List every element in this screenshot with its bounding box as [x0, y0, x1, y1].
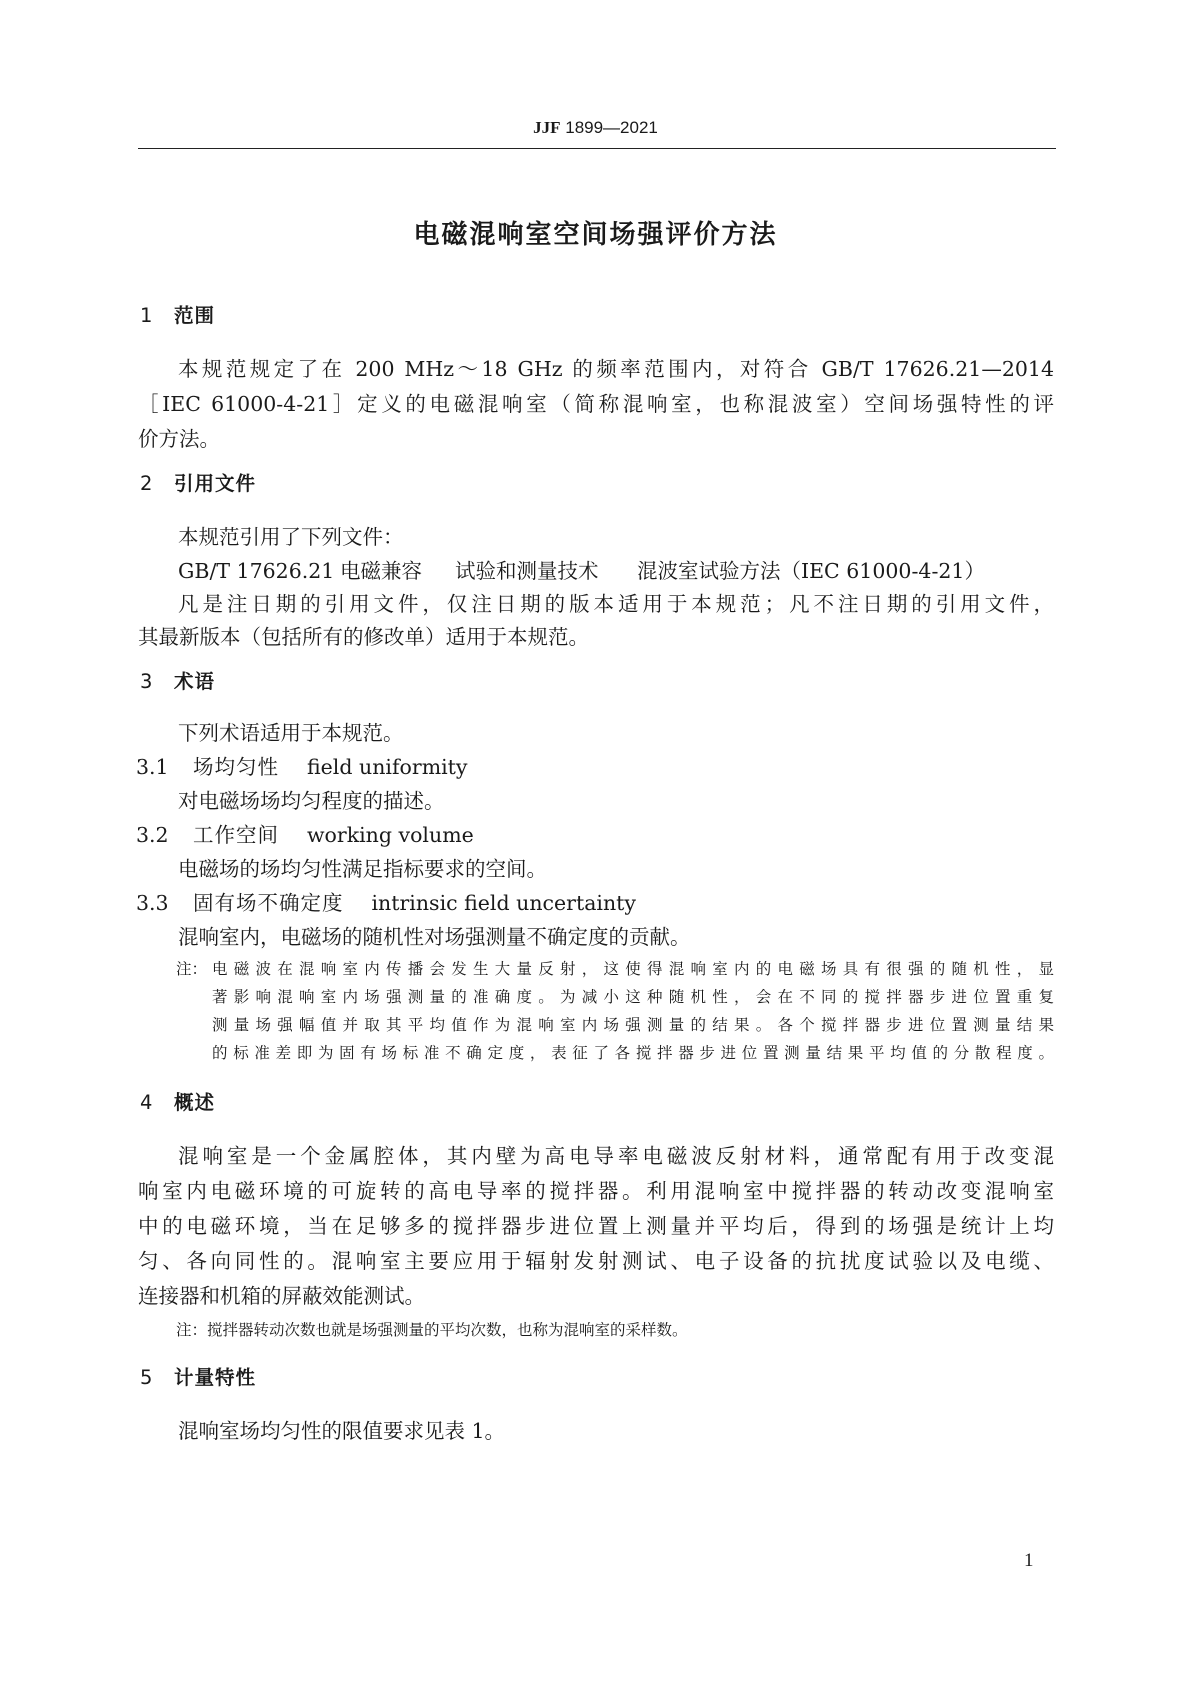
paragraph-line: 下列术语适用于本规范。 — [178, 721, 404, 745]
note-line: 测量场强幅值并取其平均值作为混响室内场强测量的结果。各个搅拌器步进位置测量结果 — [212, 1016, 1054, 1034]
term-english: intrinsic field uncertainty — [371, 891, 636, 915]
reference-code: GB/T 17626.21 — [178, 559, 335, 583]
paragraph-line: 价方法。 — [138, 427, 220, 451]
paragraph-line: 中的电磁环境，当在足够多的搅拌器步进位置上测量并平均后，得到的场强是统计上均 — [138, 1214, 1054, 1238]
term-definition: 电磁场的场均匀性满足指标要求的空间。 — [178, 857, 547, 881]
paragraph-line: 匀、各向同性的。混响室主要应用于辐射发射测试、电子设备的抗扰度试验以及电缆、 — [138, 1249, 1054, 1273]
term-english: working volume — [307, 823, 474, 847]
term-entry — [136, 818, 474, 848]
page-number: 1 — [1024, 1550, 1034, 1571]
paragraph-line: 连接器和机箱的屏蔽效能测试。 — [138, 1284, 425, 1308]
note-line: 的标准差即为固有场标准不确定度，表征了各搅拌器步进位置测量结果平均值的分散程度。 — [212, 1044, 1054, 1062]
section-label: 计量特性 — [174, 1366, 257, 1389]
reference-title-part: 混波室试验方法（IEC 61000-4-21） — [637, 559, 985, 583]
term-english: field uniformity — [307, 755, 468, 779]
term-definition: 混响室内，电磁场的随机性对场强测量不确定度的贡献。 — [178, 925, 691, 949]
paragraph-line: 本规范引用了下列文件： — [178, 525, 404, 549]
paragraph-line: 凡是注日期的引用文件，仅注日期的版本适用于本规范；凡不注日期的引用文件， — [178, 592, 1054, 616]
section-number: 3 — [140, 670, 153, 693]
paragraph-line: ［IEC 61000-4-21］定义的电磁混响室（简称混响室，也称混波室）空间场强特性的评 — [138, 392, 1054, 416]
note-prefix: 注： — [176, 960, 208, 978]
standard-prefix: JJF — [533, 118, 561, 137]
section-label: 范围 — [174, 304, 216, 327]
page-title: 电磁混响室空间场强评价方法 — [413, 220, 778, 250]
term-chinese: 固有场不确定度 — [193, 891, 344, 915]
section-heading-3 — [140, 666, 215, 694]
note-line: 著影响混响室内场强测量的准确度。为减小这种随机性，会在不同的搅拌器步进位置重复 — [212, 988, 1054, 1006]
note-line: 注：搅拌器转动次数也就是场强测量的平均次数，也称为混响室的采样数。 — [176, 1321, 688, 1339]
term-entry — [136, 750, 468, 780]
reference-title-part: 电磁兼容 — [340, 559, 422, 583]
paragraph-line: 本规范规定了在 200 MHz～18 GHz 的频率范围内，对符合 GB/T 17626.21—2014 — [178, 357, 1054, 381]
document-header — [0, 118, 1191, 138]
term-entry — [136, 886, 636, 916]
section-number: 2 — [140, 472, 153, 495]
paragraph-line: 混响室场均匀性的限值要求见表 1。 — [178, 1419, 506, 1443]
paragraph-line: 其最新版本（包括所有的修改单）适用于本规范。 — [138, 625, 589, 649]
paragraph-line: 响室内电磁环境的可旋转的高电导率的搅拌器。利用混响室中搅拌器的转动改变混响室 — [138, 1179, 1054, 1203]
section-number: 5 — [140, 1366, 153, 1389]
reference-title-part: 试验和测量技术 — [455, 559, 599, 583]
reference-document — [178, 554, 985, 584]
section-heading-5 — [140, 1362, 256, 1390]
term-number: 3.3 — [136, 891, 169, 915]
term-number: 3.1 — [136, 755, 169, 779]
section-label: 引用文件 — [174, 472, 257, 495]
section-number: 1 — [140, 304, 153, 327]
section-heading-4 — [140, 1087, 215, 1115]
section-number: 4 — [140, 1091, 153, 1114]
section-heading-2 — [140, 468, 256, 496]
header-rule — [138, 148, 1056, 149]
section-label: 术语 — [174, 670, 216, 693]
paragraph-line: 混响室是一个金属腔体，其内壁为高电导率电磁波反射材料，通常配有用于改变混 — [178, 1144, 1054, 1168]
term-definition: 对电磁场场均匀程度的描述。 — [178, 789, 445, 813]
term-chinese: 场均匀性 — [193, 755, 279, 779]
section-label: 概述 — [174, 1091, 216, 1114]
note-line: 电磁波在混响室内传播会发生大量反射，这使得混响室内的电磁场具有很强的随机性，显 — [212, 960, 1054, 978]
standard-code: 1899—2021 — [565, 118, 658, 137]
term-number: 3.2 — [136, 823, 169, 847]
section-heading-1 — [140, 300, 215, 328]
term-chinese: 工作空间 — [193, 823, 279, 847]
